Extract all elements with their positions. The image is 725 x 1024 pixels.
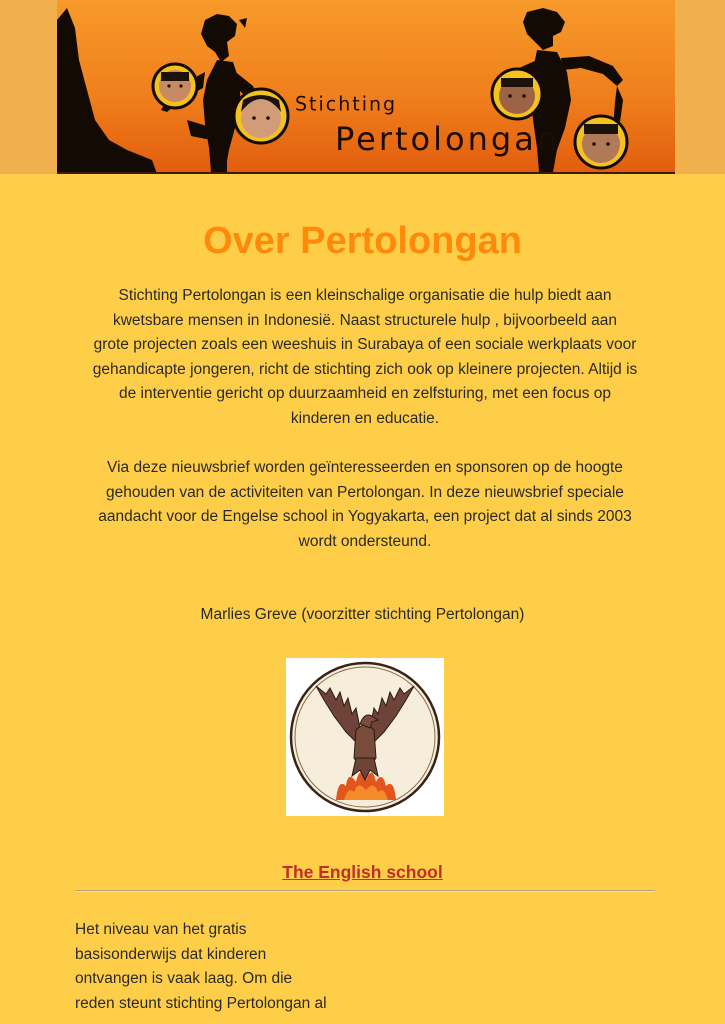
intro-paragraph [74,284,656,432]
newsletter-paragraph [74,456,656,554]
phoenix-logo [286,658,444,816]
text-line: gehandicapte jongeren, richt de stichting zich ook op kleinere projecten. Altijd is [92,360,638,378]
page-title: Over Pertolongan [203,220,522,262]
text-line: ontvangen is vaak laag. Om die [75,970,293,988]
banner-divider [57,172,675,174]
brand-name-small: Stichting [295,92,398,116]
text-line: basisonderwijs dat kinderen [75,945,267,963]
text-line: Het niveau van het gratis [75,921,247,938]
header-banner [57,0,675,174]
text-line: kinderen en educatie. [290,409,440,427]
photo-4 [575,116,627,168]
photo-1 [153,64,197,108]
text-line: de interventie gericht op duurzaamheid en zelfsturing, met een focus op [119,385,611,403]
text-line: gehouden van de activiteiten van Pertolongan. In deze nieuwsbrief speciale [106,483,624,501]
text-line: aandacht voor de Engelse school in Yogyakarta, een project dat al sinds 2003 [98,508,632,526]
text-line: grote projecten zoals een weeshuis in Surabaya of een sociale werkplaats voor [93,336,637,354]
english-school-text [75,918,365,1016]
text-line: kwetsbare mensen in Indonesië. Naast structurele hulp , bijvoorbeeld aan [112,311,618,329]
text-line: reden steunt stichting Pertolongan al [75,994,327,1012]
text-line: Stichting Pertolongan is een kleinschalige organisatie die hulp biedt aan [118,287,612,304]
phoenix-icon [286,658,444,816]
photo-2 [234,89,288,143]
signature: Marlies Greve (voorzitter stichting Pertolongan) [200,606,525,623]
brand-name-large: Pertolongan [335,120,561,158]
section-divider [75,890,655,892]
text-line: wordt ondersteund. [298,532,432,550]
english-school-link[interactable]: The English school [282,862,443,882]
photo-3 [492,69,542,119]
text-line: Via deze nieuwsbrief worden geïnteresseerden en sponsoren op de hoogte [107,459,623,476]
